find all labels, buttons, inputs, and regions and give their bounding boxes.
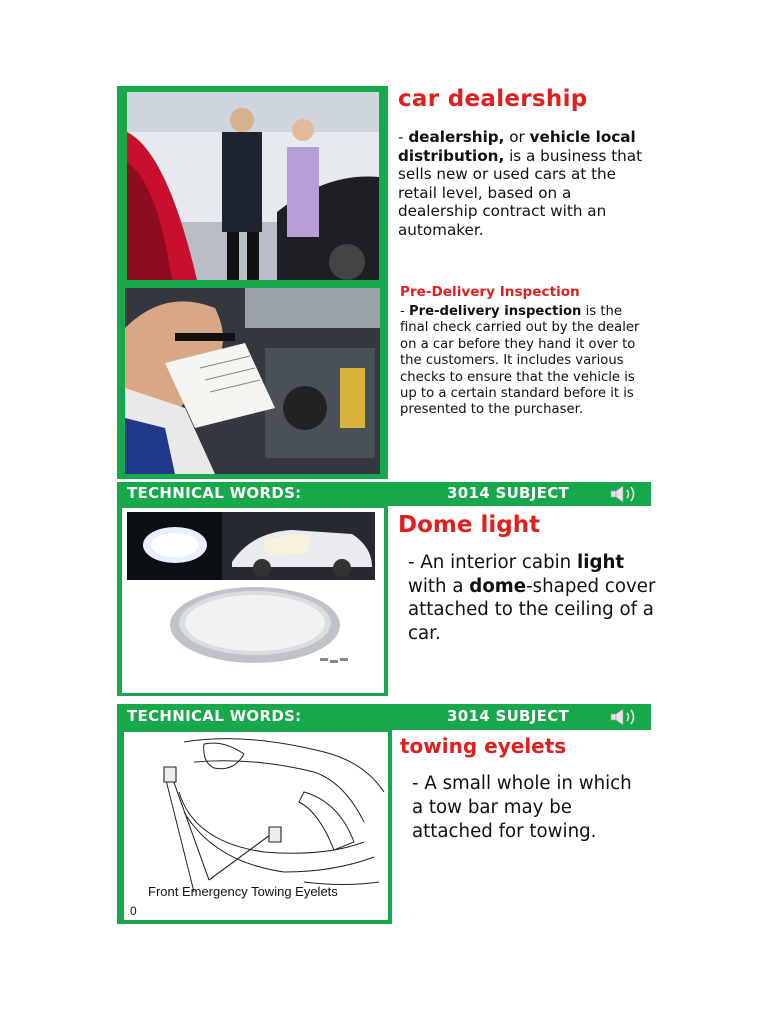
towing-diagram-code: 0 — [130, 904, 137, 918]
technical-words-bar-2 — [117, 704, 651, 730]
speaker-icon[interactable] — [609, 707, 647, 727]
dome-light-product-photo — [160, 580, 365, 685]
dome-light-photo-car — [222, 512, 375, 580]
towing-diagram-caption: Front Emergency Towing Eyelets — [148, 884, 338, 899]
towing-eyelets-title: towing eyelets — [400, 734, 567, 758]
dome-light-definition: - An interior cabin light with a dome-shaped cover attached to the ceiling of a car. — [408, 552, 656, 644]
inspection-photo — [125, 288, 380, 474]
towing-eyelets-definition: - A small whole in which a tow bar may be attached for towing. — [412, 773, 632, 842]
dealership-definition: - dealership, or vehicle local distribution, is a business that sells new or used cars at the retail level, based on a dealership contract with an automaker. — [398, 128, 643, 239]
dealership-title: car dealership — [398, 86, 588, 112]
inspection-title: Pre-Delivery Inspection — [400, 284, 580, 300]
dome-light-photo-top-left — [127, 512, 222, 580]
technical-words-bar-1 — [117, 482, 651, 506]
dealership-photo — [127, 92, 379, 280]
dome-light-title: Dome light — [398, 512, 541, 538]
towing-diagram — [124, 732, 388, 920]
inspection-definition: - Pre-delivery inspection is the final check carried out by the dealer on a car before they hand it over to the customers. It includes various checks to ensure that the vehicle is up to a certain standard before it is presented to the purchaser. — [400, 304, 640, 418]
technical-words-label-2: TECHNICAL WORDS: — [127, 707, 302, 725]
subject-label-2: 3014 SUBJECT — [447, 707, 570, 725]
subject-label-1: 3014 SUBJECT — [447, 484, 570, 502]
technical-words-label-1: TECHNICAL WORDS: — [127, 484, 302, 502]
speaker-icon[interactable] — [609, 484, 647, 504]
